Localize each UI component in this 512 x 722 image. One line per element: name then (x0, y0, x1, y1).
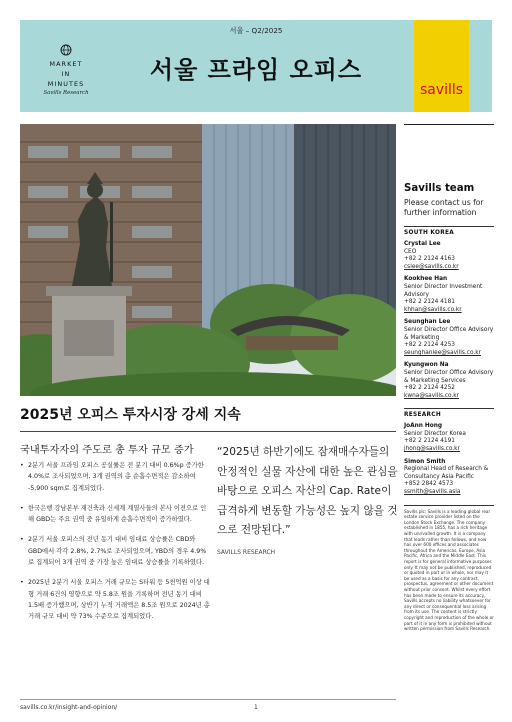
article-subhead: 국내투자자의 주도로 총 투자 규모 증가 (20, 445, 194, 456)
contact-card (404, 362, 494, 400)
contact-role: Senior Director Korea (404, 430, 466, 437)
section-label-korea: SOUTH KOREA (404, 226, 494, 236)
cover-photo (20, 124, 396, 396)
brand-subtitle: Savills Research (43, 90, 89, 96)
contact-card (404, 276, 494, 314)
key-point: • 2분기 서울 프라임 오피스 공실률은 전 분기 대비 0.6%p 증가한 4.0%로 조사되었으며, 3개 권역의 총 순흡수면적은 감소하여 -5,900 sqm로 집계되었다. (20, 460, 210, 494)
report-kicker: 서울 – Q2/2025 (229, 26, 283, 35)
contact-email-link[interactable]: jhong@savills.co.kr (404, 446, 460, 453)
contact-phone: +82 2 2124 4181 (404, 299, 455, 306)
city-statue-illustration (20, 124, 396, 396)
contact-card (404, 459, 494, 497)
page-title: 서울 프라임 오피스 (149, 56, 363, 84)
key-point: • 2분기 서울 오피스의 전년 동기 대비 임대료 상승률은 CBD와 GBD에서 각각 2.8%, 2.7%로 조사되었으며, YBD의 경우 4.9%로 집계되어 3개 권역 중 가장 높은 임대료 상승률을 기록하였다. (20, 534, 210, 568)
key-points-list (20, 460, 210, 632)
contact-email-link[interactable]: cslee@savills.co.kr (404, 263, 459, 270)
brand-line-2: IN (61, 70, 71, 78)
contact-phone: +852 2842 4573 (404, 481, 454, 488)
footer-divider (20, 699, 396, 700)
contact-name: Simon Smith (404, 458, 446, 465)
key-point: • 한국은행 강남본부 재건축과 신세계 계열사들의 본사 이전으로 인해 GBD는 주요 권역 중 유일하게 순흡수면적이 증가하였다. (20, 503, 210, 526)
contact-name: Crystal Lee (404, 241, 441, 247)
headline-divider (20, 431, 396, 432)
contact-email-link[interactable]: khhan@savills.co.kr (404, 306, 462, 313)
quote-text: “2025년 하반기에도 잠재매수자들의 안정적인 실물 자산에 대한 높은 관심을 바탕으로 오피스 자산의 Cap. Rate이 급격하게 변동할 가능성은 높지 않을 것으로 전망된다.” (217, 446, 398, 537)
contact-role: Senior Director Office Advisory & Marketing (404, 326, 494, 341)
contact-phone: +82 2 2124 4252 (404, 385, 455, 392)
contact-role: Senior Director Office Advisory & Marketing Services (404, 369, 494, 384)
section-label-research: RESEARCH (404, 408, 494, 418)
contact-phone: +82 2 2124 4253 (404, 342, 455, 349)
contact-email-link[interactable]: seunghanlee@savills.co.kr (404, 349, 481, 356)
contacts-sidebar (404, 124, 494, 632)
article-headline: 2025년 오피스 투자시장 강세 지속 (20, 407, 241, 423)
team-text: Please contact us for further information (404, 198, 484, 217)
logo-wordmark: savills (419, 82, 464, 98)
contact-card (404, 423, 494, 453)
contact-email-link[interactable]: kwna@savills.co.kr (404, 392, 460, 399)
brand-line-1: MARKET (49, 60, 83, 68)
key-point: • 2025년 2분기 서울 오피스 거래 규모는 S타워 등 5천억원 이상 대형 거래 6건의 영향으로 약 5.8조 원을 기록하며 전년 동기 대비 1.5배 증가했으며, 상반기 누적 거래액은 8.5조 원으로 2024년 총 거래 규모 대비 약 73% 수준으로 집계되었다. (20, 577, 210, 622)
contact-phone: +82 2 2124 4191 (404, 438, 455, 445)
savills-logo (414, 20, 469, 112)
contact-email-link[interactable]: ssmith@savills.asia (404, 489, 461, 496)
team-title: Savills team (404, 183, 475, 194)
contact-name: JoAnn Hong (404, 423, 443, 430)
contact-role: Regional Head of Research & Consultancy Asia Pacific (404, 466, 489, 480)
contact-name: Kookhee Han (404, 276, 448, 283)
contact-card (404, 319, 494, 357)
contact-role: Senior Director Investment Advisory (404, 283, 483, 298)
brand-line-3: MINUTES (47, 80, 85, 88)
quote-source: SAVILLS RESEARCH (217, 548, 276, 556)
contact-role: CEO (404, 248, 417, 255)
contact-name: Seunghan Lee (404, 319, 451, 326)
contact-card (404, 241, 494, 271)
disclaimer-text: Savills plc: Savills is a leading global real estate service provider listed on the London Stock Exchange. The company established in 1855, has a rich heritage with unrivalled growth. It is a company that leads rather than follows, and now has over 600 offices and associates throughout the Americas, Europe, Asia Pacific, Africa and the Middle East. This report is for general informative purposes only. It may not be published, reproduced or quoted in part or in whole, nor may it be used as a basis for any contract, prospectus, agreement or other document without prior consent. Whilst every effort has been made to ensure its accuracy, Savills accepts no liability whatsoever for any direct or consequential loss arising from its use. The content is strictly copyright and reproduction of the whole or part of it in any form is prohibited without written permission from Savills Research. (404, 505, 494, 632)
page-number: 1 (254, 704, 258, 711)
contact-name: Kyungwon Na (404, 362, 449, 369)
contact-phone: +82 2 2124 4163 (404, 256, 455, 263)
footer-url-link[interactable]: savills.co.kr/insight-and-opinion/ (20, 704, 118, 711)
pull-quote (217, 443, 398, 556)
